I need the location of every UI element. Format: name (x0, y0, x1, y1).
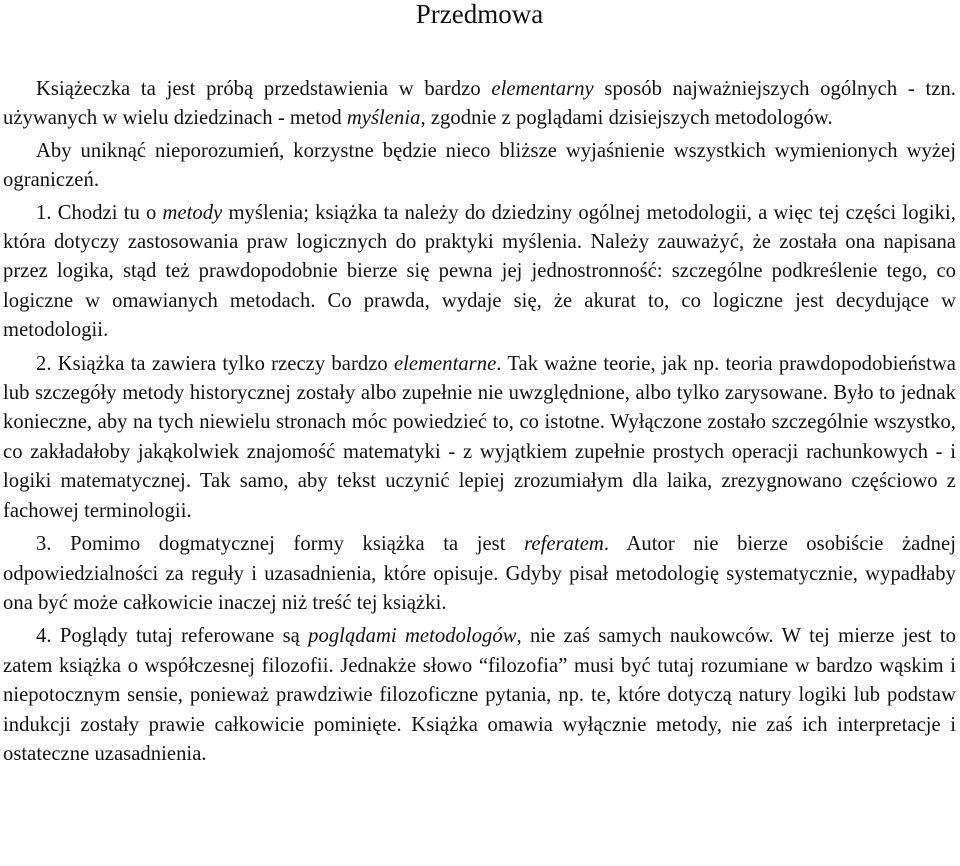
paragraph-point-4-text-2: , nie zaś samych naukowców. W tej mierze jest to zatem książka o współczesnej filozofii. Jednakże słowo “filozofia” musi być tutaj rozumiane w bardzo wąskim i niepotocznym sensie, ponieważ prawdziwie filozoficzne pytania, np. te, które dotyczą natury logiki lub podstaw indukcji zostały prawie całkowicie pominięte. Książka omawia wyłącznie metody, nie zaś ich interpretacje i ostateczne uzasadnienia. (3, 625, 956, 765)
paragraph-point-1-text-1: 1. Chodzi tu o (36, 201, 163, 224)
paragraph-clarification-text: Aby uniknąć nieporozumień, korzystne będzie nieco bliższe wyjaśnienie wszystkich wymienionych wyżej ograniczeń. (3, 139, 956, 192)
paragraph-point-1-text-2: myślenia; książka ta należy do dziedziny ogólnej metodologii, a więc tej części logiki, która dotyczy zastosowania praw logicznych do praktyki myślenia. Należy zauważyć, że została ona napisana przez logika, stąd też prawdopodobnie bierze się pewna jej jednostronność: szczególne podkreślenie tego, co logiczne w omawianych metodach. Co prawda, wydaje się, że akurat to, co logiczne jest decydujące w metodologii. (3, 201, 956, 342)
paragraph-intro (3, 75, 956, 134)
paragraph-intro-text-2: sposób najważniejszych ogólnych - tzn. używanych w wielu dziedzinach - metod (3, 78, 956, 130)
paragraph-intro-emphasis-1: elementarny (491, 78, 594, 100)
paragraph-point-3-emphasis: referatem (524, 533, 604, 556)
paragraph-point-4-emphasis: poglądami metodologów (308, 625, 517, 648)
paragraph-point-3 (3, 530, 956, 618)
paragraph-point-2-text-1: 2. Książka ta zawiera tylko rzeczy bardzo (36, 352, 394, 375)
paragraph-point-3-text-2: . Autor nie bierze osobiście żadnej odpowiedzialności za reguły i uzasadnienia, które opisuje. Gdyby pisał metodologię systematycznie, wypadłaby ona być może całkowicie inaczej niż treść tej książki. (3, 533, 956, 614)
paragraph-point-1 (3, 199, 956, 346)
paragraph-point-4 (3, 622, 956, 769)
paragraph-point-3-text-1: 3. Pomimo dogmatycznej formy książka ta jest (36, 533, 525, 556)
paragraph-clarification (3, 137, 956, 196)
paragraph-point-2-emphasis: elementarne (393, 352, 497, 375)
paragraph-intro-text-1: Książeczka ta jest próbą przedstawienia w bardzo (36, 78, 492, 100)
paragraph-point-4-text-1: 4. Poglądy tutaj referowane są (36, 625, 309, 648)
paragraph-point-1-emphasis: metody (162, 201, 223, 224)
paragraph-intro-emphasis-2: myślenia (346, 107, 421, 130)
page-title: Przedmowa (415, 0, 544, 29)
paragraph-intro-text-3: , zgodnie z poglądami dzisiejszych metodologów. (420, 107, 833, 130)
paragraph-point-2 (3, 350, 956, 526)
paragraph-point-2-text-2: . Tak ważne teorie, jak np. teoria prawdopodobieństwa lub szczegóły metody historycznej zostały albo zupełnie nie uwzględnione, albo tylko zarysowane. Było to jednak konieczne, aby na tych niewielu stronach móc powiedzieć to, co istotne. Wyłączone zostało szczególnie wszystko, co zakładałoby jakąkolwiek znajomość matematyki - z wyjątkiem zupełnie prostych operacji rachunkowych - i logiki matematycznej. Tak samo, aby tekst uczynić lepiej zrozumiałym dla laika, zrezygnowano częściowo z fachowej terminologii. (3, 352, 956, 522)
